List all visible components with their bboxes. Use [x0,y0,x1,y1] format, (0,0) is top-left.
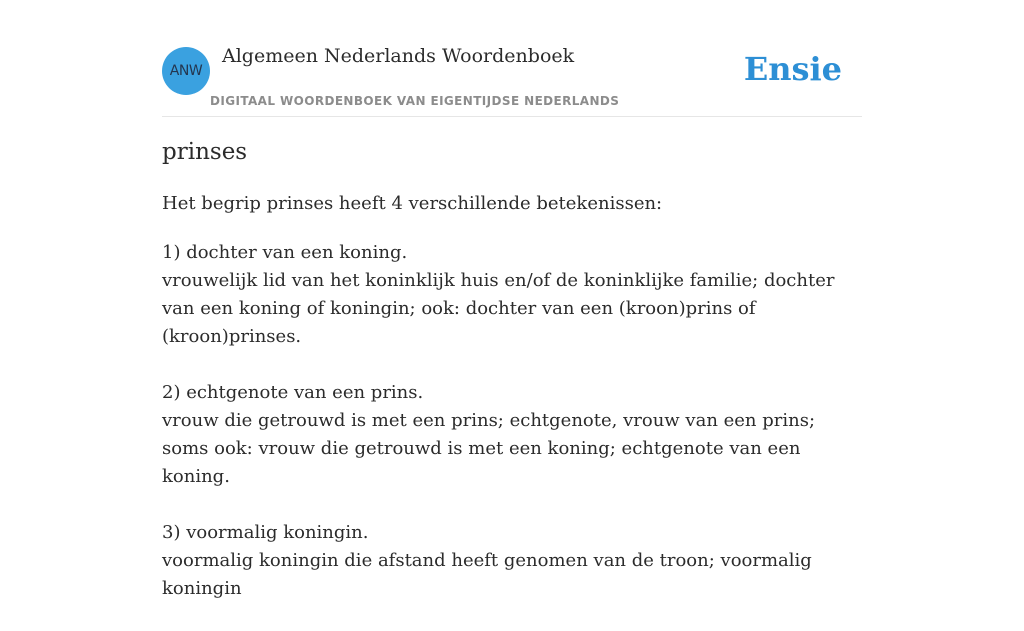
meanings-list [162,239,862,631]
entry-title: prinses [162,139,248,165]
meaning-heading: 3) voormalig koningin. [162,522,369,543]
meaning-definition: vrouw die getrouwd is met een prins; echtgenote, vrouw van een prins; soms ook: vrouw die getrouwd is met een koning; echtgenote van een koning. [162,410,816,487]
page [162,0,862,599]
entry-intro: Het begrip prinses heeft 4 verschillende betekenissen: [162,193,663,214]
anw-logo[interactable]: ANW [162,47,210,95]
dictionary-subtitle: DIGITAAL WOORDENBOEK VAN EIGENTIJDSE NEDERLANDS [210,94,620,108]
meaning-item [162,379,862,491]
ensie-logo-link[interactable]: Ensie [743,50,842,88]
dictionary-title[interactable]: Algemeen Nederlands Woordenboek [222,45,575,67]
meaning-definition: vrouwelijk lid van het koninklijk huis en/of de koninklijke familie; dochter van een koning of koningin; ook: dochter van een (kroon)prins of (kroon)prinses. [162,270,835,347]
site-header [162,0,862,117]
meaning-heading: 1) dochter van een koning. [162,242,408,263]
meaning-definition: voormalig koningin die afstand heeft genomen van de troon; voormalig koningin [162,550,812,599]
meaning-item [162,239,862,351]
meaning-item [162,519,862,603]
meaning-heading: 2) echtgenote van een prins. [162,382,424,403]
